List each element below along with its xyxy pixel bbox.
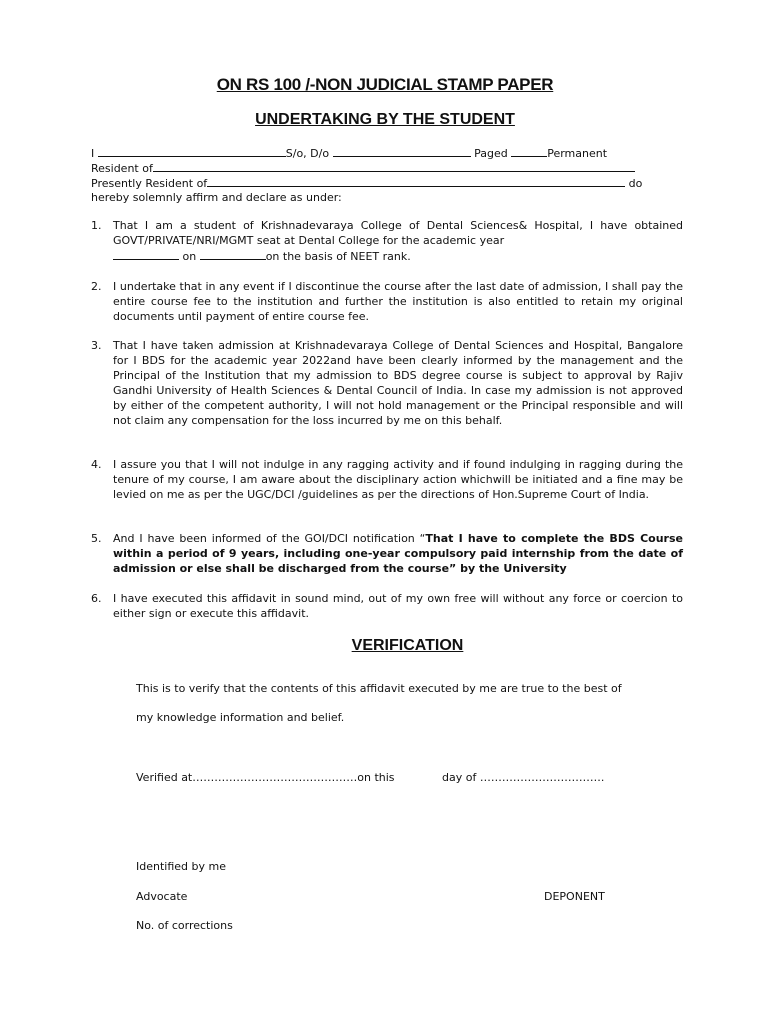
stamp-paper-title: ON RS 100 /-NON JUDICIAL STAMP PAPER	[216, 75, 554, 94]
item-text: I assure you that I will not indulge in any ragging activity and if found indulging in ragging during the tenure of my course, I am aware about the disciplinary action whichwill be initiated and a fine may be levied on me as per the UGC/DCI /guidelines as per the directions of Hon.Supreme Court of India.	[113, 458, 683, 501]
list-item	[91, 279, 683, 324]
advocate-label: Advocate	[136, 890, 188, 903]
paged-label: Paged	[474, 147, 508, 160]
resident-of-label: Resident of	[91, 162, 153, 175]
list-item	[91, 531, 683, 576]
present-address-blank	[207, 175, 625, 187]
item-number: 3.	[91, 339, 102, 352]
so-do-label: S/o, D/o	[285, 147, 330, 160]
item-text: That I have taken admission at Krishnadevaraya College of Dental Sciences and Hospital, Bangalore for I BDS for the academic year 2022and have been clearly informed by the management and the Principal of the Institution that my admission to BDS degree course is subject to approval by Rajiv Gandhi University of Health Sciences & Dental Council of India. In case my admission is not approved by either of the competent authority, I will not hold management or the Principal responsible and will not claim any compensation for the loss incurred by me on this behalf.	[113, 339, 683, 427]
intro-block	[91, 145, 666, 205]
item-number: 2.	[91, 280, 102, 293]
intro-line-1	[91, 145, 666, 160]
year-blank	[113, 248, 179, 260]
i-label: I	[91, 147, 95, 160]
intro-line-4: hereby solemnly affirm and declare as under:	[91, 191, 342, 204]
item-text: That I am a student of Krishnadevaraya College of Dental Sciences& Hospital, I have obtained GOVT/PRIVATE/NRI/MGMT seat at Dental College for the academic year on on the basis of NEET rank.	[113, 219, 683, 263]
intro-line-3	[91, 175, 666, 190]
do-label: do	[628, 177, 643, 190]
list-item	[91, 457, 683, 502]
name-blank	[98, 145, 286, 157]
identified-by: Identified by me	[136, 860, 226, 873]
undertaking-title: UNDERTAKING BY THE STUDENT	[255, 111, 515, 128]
item-text: I undertake that in any event if I discontinue the course after the last date of admission, I shall pay the entire course fee to the institution and further the institution is also entitled to retain my original documents until payment of entire course fee.	[113, 280, 683, 323]
parent-name-blank	[333, 145, 471, 157]
date-blank	[200, 248, 266, 260]
bold-notification: That I have to complete the BDS Course within a period of 9 years, including one-year compulsory paid internship from the date of admission or else shall be discharged from the course” by the University	[113, 532, 683, 575]
paged-blank	[511, 145, 547, 157]
item-text: And I have been informed of the GOI/DCI notification “That I have to complete the BDS Course within a period of 9 years, including one-year compulsory paid internship from the date of admission or else shall be discharged from the course” by the University	[113, 532, 683, 575]
permanent-label: Permanent	[547, 147, 608, 160]
corrections-label: No. of corrections	[136, 919, 233, 932]
item-number: 5.	[91, 532, 102, 545]
deponent-label: DEPONENT	[544, 890, 605, 903]
verified-at: Verified at………………………………………on this	[136, 771, 395, 784]
list-item	[91, 591, 683, 621]
verification-line-2: my knowledge information and belief.	[136, 711, 345, 724]
item-number: 1.	[91, 219, 102, 232]
item-text: I have executed this affidavit in sound mind, out of my own free will without any force or coercion to either sign or execute this affidavit.	[113, 592, 683, 620]
list-item	[91, 218, 683, 264]
resident-blank	[153, 160, 635, 172]
verification-line-1: This is to verify that the contents of this affidavit executed by me are true to the best of	[136, 682, 622, 695]
intro-line-2	[91, 160, 666, 175]
item-number: 4.	[91, 458, 102, 471]
item-number: 6.	[91, 592, 102, 605]
day-of: day of …………………………….	[442, 771, 605, 784]
presently-resident-label: Presently Resident of	[91, 177, 208, 190]
verification-title: VERIFICATION	[351, 637, 464, 654]
list-item	[91, 338, 683, 428]
